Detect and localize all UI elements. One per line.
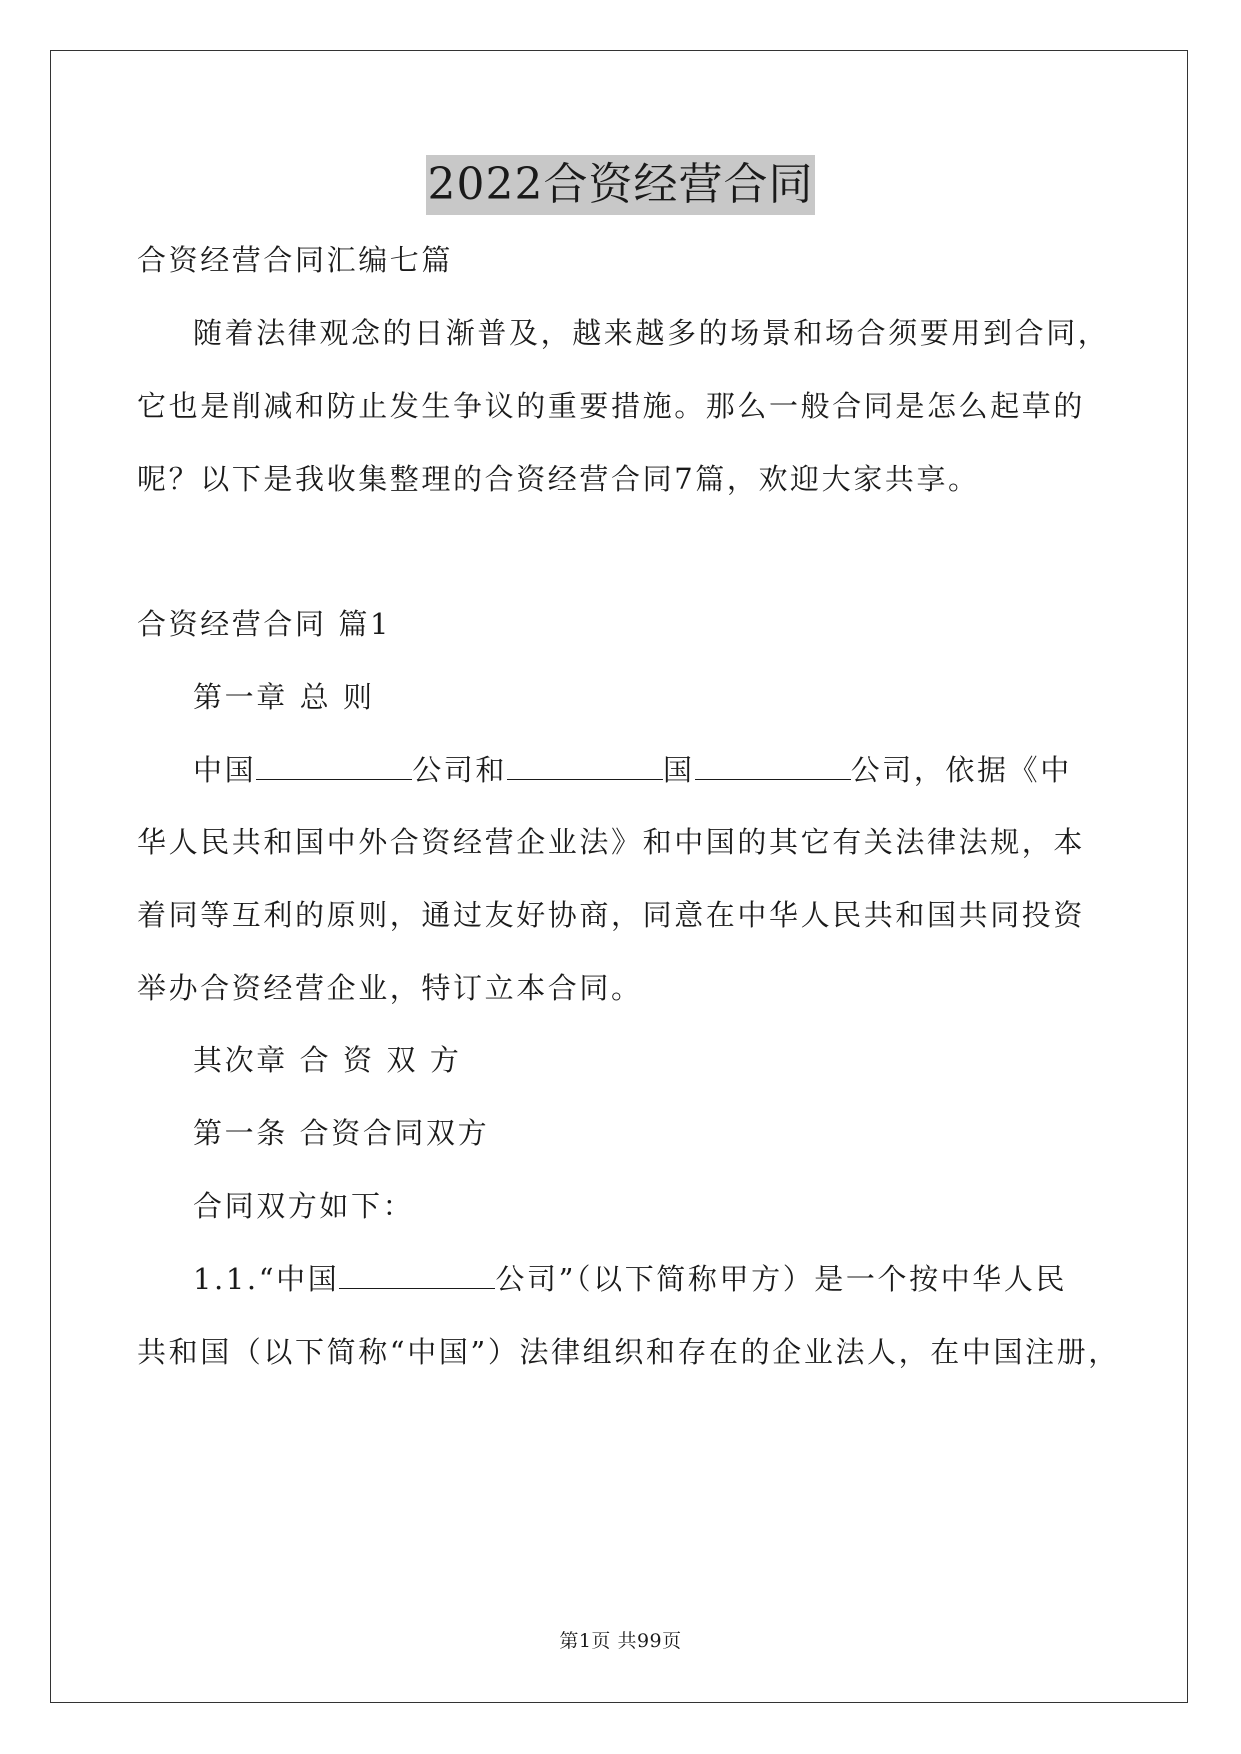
text-segment: 中国	[193, 753, 257, 787]
blank-underline	[256, 751, 412, 780]
text-line: 随着法律观念的日渐普及，越来越多的场景和场合须要用到合同，	[193, 316, 1110, 350]
text-line: 它也是削减和防止发生争议的重要措施。那么一般合同是怎么起草的	[137, 389, 1086, 423]
document-title: 2022合资经营合同	[426, 155, 816, 215]
text-line: 着同等互利的原则，通过友好协商，同意在中华人民共和国共同投资	[137, 898, 1086, 932]
blank-underline	[695, 751, 851, 780]
text-line	[193, 750, 1072, 790]
text-line: 华人民共和国中外合资经营企业法》和中国的其它有关法律法规，本	[137, 825, 1086, 859]
title-container	[0, 155, 1241, 215]
text-line	[193, 1259, 1067, 1299]
page-border	[50, 50, 1188, 1703]
text-segment: 公司和	[412, 753, 508, 787]
text-segment: 国	[663, 753, 695, 787]
text-line: 合同双方如下：	[193, 1189, 415, 1223]
text-line: 呢？以下是我收集整理的合资经营合同7篇，欢迎大家共享。	[137, 462, 980, 496]
article-heading: 第一条 合资合同双方	[193, 1116, 490, 1150]
chapter-heading: 第一章 总 则	[193, 680, 375, 714]
text-line: 合资经营合同汇编七篇	[137, 243, 454, 277]
blank-underline	[507, 751, 663, 780]
text-segment: 公司，依据《中	[850, 753, 1072, 787]
text-line: 共和国（以下简称“中国”）法律组织和存在的企业法人，在中国注册，	[137, 1335, 1120, 1369]
blank-underline	[339, 1260, 495, 1289]
chapter-heading: 其次章 合 资 双 方	[193, 1043, 462, 1077]
text-line: 举办合资经营企业，特订立本合同。	[137, 971, 643, 1005]
text-segment: 1.1.“中国	[193, 1262, 340, 1296]
section-heading: 合资经营合同 篇1	[137, 607, 392, 641]
page-footer: 第1页 共99页	[559, 1630, 682, 1652]
text-segment: 公司”（以下简称甲方）是一个按中华人民	[495, 1262, 1068, 1296]
